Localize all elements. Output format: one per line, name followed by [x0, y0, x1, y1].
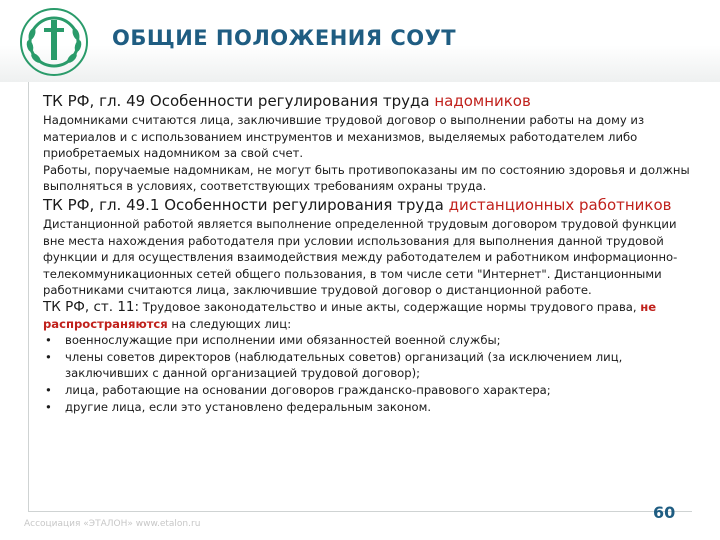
list-item: • лица, работающие на основании договоров гражданско-правового характера; [43, 382, 692, 399]
section2-heading [43, 195, 692, 216]
section3-highlight: не распространяются [43, 299, 657, 331]
section3-paragraph [43, 299, 692, 332]
list-item: • члены советов директоров (наблюдательных советов) организаций (за исключением лиц, заключивших с данной организацией трудовой договор); [43, 349, 692, 382]
content-box [28, 82, 692, 512]
section2-heading-highlight: дистанционных работников [448, 195, 672, 214]
section2-heading-text: ТК РФ, гл. 49.1 Особенности регулирования труда [43, 195, 449, 214]
page-number: 60 [653, 503, 676, 522]
footer-watermark: Ассоциация «ЭТАЛОН» www.etalon.ru [24, 519, 201, 529]
section1-heading-highlight: надомников [434, 92, 531, 110]
laurel-wreath-logo-icon [18, 6, 90, 78]
section1-heading-text: ТК РФ, гл. 49 Особенности регулирования труда [43, 92, 435, 110]
section3-text-suffix: на следующих лиц: [167, 316, 292, 331]
list-item: • военнослужащие при исполнении ими обязанностей военной службы; [43, 332, 692, 349]
exclusions-list [43, 332, 692, 415]
section3-text: Трудовое законодательство и иные акты, содержащие нормы трудового права, [139, 299, 641, 314]
section1-heading [43, 91, 692, 112]
slide-header [0, 0, 720, 82]
section1-paragraph-2: Работы, поручаемые надомникам, не могут быть противопоказаны им по состоянию здоровья и должны выполняться в условиях, соответствующих требованиям охраны труда. [43, 162, 690, 194]
section3-heading: ТК РФ, ст. 11: [43, 298, 140, 315]
list-item: • другие лица, если это установлено федеральным законом. [43, 399, 692, 416]
section2-paragraph: Дистанционной работой является выполнение определенной трудовым договором трудовой функции вне места нахождения работодателя при условии использования для выполнения данной трудовой функции и для осуществления взаимодействия между работодателем и работником информационно-телекоммуникационных сетей общего пользования, в том числе сети "Интернет". Дистанционными работниками считаются лица, заключившие трудовой договор о дистанционной работе. [43, 216, 678, 298]
section1-paragraph-1: Надомниками считаются лица, заключившие трудовой договор о выполнении работы на дому из материалов и с использованием инструментов и механизмов, выделяемых работодателем либо приобретаемых надомником за свой счет. [43, 113, 645, 161]
page-title: ОБЩИЕ ПОЛОЖЕНИЯ СОУТ [112, 26, 457, 50]
